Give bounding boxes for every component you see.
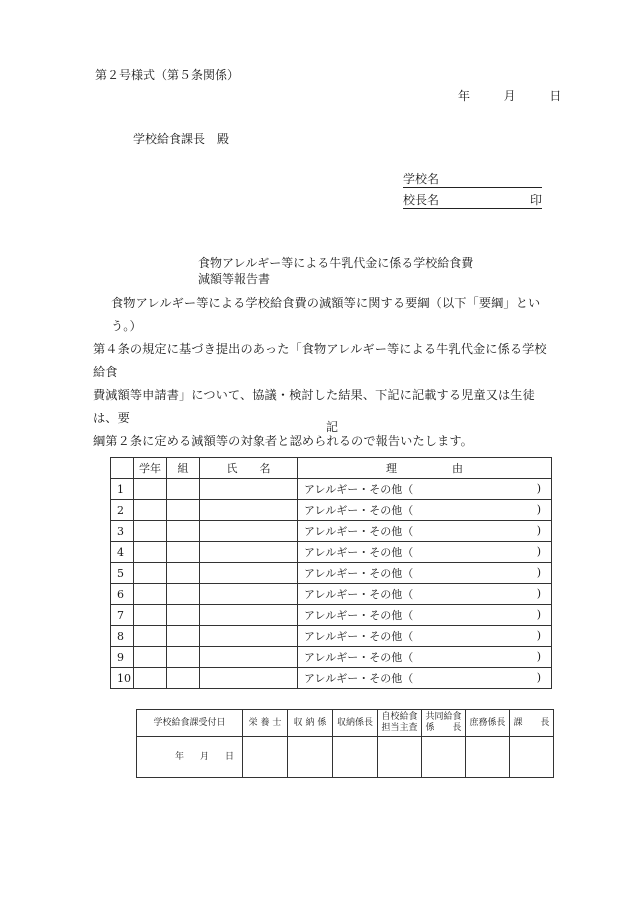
recv-year: 年 bbox=[174, 751, 184, 762]
name-cell[interactable] bbox=[200, 563, 298, 584]
form-number: 第２号様式（第５条関係） bbox=[95, 68, 240, 82]
header-no bbox=[111, 458, 134, 479]
row-number: 5 bbox=[111, 563, 134, 584]
row-number: 6 bbox=[111, 584, 134, 605]
class-cell[interactable] bbox=[167, 668, 200, 689]
row-number: 7 bbox=[111, 605, 134, 626]
section-chief-stamp[interactable] bbox=[510, 737, 554, 778]
recv-month: 月 bbox=[199, 751, 209, 762]
header-reason: 理 由 bbox=[298, 458, 552, 479]
name-cell[interactable] bbox=[200, 500, 298, 521]
date-month: 月 bbox=[503, 89, 516, 103]
reason-cell[interactable] bbox=[298, 521, 552, 542]
joint-school-label bbox=[422, 710, 466, 737]
reason-text: アレルギー・その他（ bbox=[304, 546, 414, 559]
reason-cell[interactable] bbox=[298, 668, 552, 689]
name-cell[interactable] bbox=[200, 605, 298, 626]
class-cell[interactable] bbox=[167, 605, 200, 626]
reason-text: アレルギー・その他（ bbox=[304, 567, 414, 580]
table-row bbox=[111, 647, 552, 668]
date-day: 日 bbox=[549, 89, 562, 103]
approval-header-row bbox=[137, 710, 554, 737]
principal-name-field[interactable] bbox=[403, 193, 542, 209]
title-line-1: 食物アレルギー等による牛乳代金に係る学校給食費 bbox=[198, 256, 474, 270]
general-chief-stamp[interactable] bbox=[466, 737, 510, 778]
reason-cell[interactable] bbox=[298, 605, 552, 626]
joint-school-stamp[interactable] bbox=[422, 737, 466, 778]
reason-close: ) bbox=[536, 587, 541, 600]
collection-chief-label: 収納係長 bbox=[333, 710, 378, 737]
date-line bbox=[458, 87, 561, 104]
table-row bbox=[111, 542, 552, 563]
approval-table bbox=[136, 709, 554, 778]
reason-close: ) bbox=[536, 650, 541, 663]
grade-cell[interactable] bbox=[134, 647, 167, 668]
dietitian-label: 栄 養 士 bbox=[243, 710, 288, 737]
reason-cell[interactable] bbox=[298, 647, 552, 668]
joint-line-2: 係 長 bbox=[425, 723, 462, 733]
body-line-4: 綱第２条に定める減額等の対象者と認められるので報告いたします。 bbox=[93, 434, 473, 448]
school-name-label: 学校名 bbox=[403, 172, 440, 186]
reason-cell[interactable] bbox=[298, 563, 552, 584]
body-line-3: 費減額等申請書」について、協議・検討した結果、下記に記載する児童又は生徒は、要 bbox=[93, 388, 535, 425]
grade-cell[interactable] bbox=[134, 479, 167, 500]
general-chief-label: 庶務係長 bbox=[466, 710, 510, 737]
table-row bbox=[111, 563, 552, 584]
row-number: 4 bbox=[111, 542, 134, 563]
school-name-field[interactable] bbox=[403, 172, 542, 188]
row-number: 8 bbox=[111, 626, 134, 647]
class-cell[interactable] bbox=[167, 647, 200, 668]
table-row bbox=[111, 626, 552, 647]
class-cell[interactable] bbox=[167, 500, 200, 521]
grade-cell[interactable] bbox=[134, 521, 167, 542]
row-number: 10 bbox=[111, 668, 134, 689]
table-row bbox=[111, 584, 552, 605]
name-cell[interactable] bbox=[200, 521, 298, 542]
collection-chief-stamp[interactable] bbox=[333, 737, 378, 778]
received-date-label: 学校給食課受付日 bbox=[137, 710, 243, 737]
grade-cell[interactable] bbox=[134, 605, 167, 626]
class-cell[interactable] bbox=[167, 479, 200, 500]
joint-line-1: 共同給食 bbox=[425, 712, 462, 722]
grade-cell[interactable] bbox=[134, 563, 167, 584]
recv-day: 日 bbox=[224, 751, 234, 762]
reason-text: アレルギー・その他（ bbox=[304, 525, 414, 538]
date-year: 年 bbox=[458, 89, 471, 103]
name-cell[interactable] bbox=[200, 479, 298, 500]
reason-text: アレルギー・その他（ bbox=[304, 588, 414, 601]
addressee: 学校給食課長 殿 bbox=[133, 132, 230, 146]
name-cell[interactable] bbox=[200, 626, 298, 647]
table-row bbox=[111, 500, 552, 521]
grade-cell[interactable] bbox=[134, 500, 167, 521]
class-cell[interactable] bbox=[167, 542, 200, 563]
row-number: 3 bbox=[111, 521, 134, 542]
name-cell[interactable] bbox=[200, 584, 298, 605]
dietitian-stamp[interactable] bbox=[243, 737, 288, 778]
collection-staff-stamp[interactable] bbox=[288, 737, 333, 778]
reason-cell[interactable] bbox=[298, 479, 552, 500]
self-school-stamp[interactable] bbox=[378, 737, 422, 778]
body-line-1: 食物アレルギー等による学校給食費の減額等に関する要綱（以下「要綱」という。） bbox=[111, 296, 541, 333]
reason-close: ) bbox=[536, 566, 541, 579]
grade-cell[interactable] bbox=[134, 542, 167, 563]
principal-name-label: 校長名 bbox=[403, 193, 440, 207]
class-cell[interactable] bbox=[167, 626, 200, 647]
reason-close: ) bbox=[536, 482, 541, 495]
name-cell[interactable] bbox=[200, 668, 298, 689]
reason-text: アレルギー・その他（ bbox=[304, 504, 414, 517]
self-school-label bbox=[378, 710, 422, 737]
reason-text: アレルギー・その他（ bbox=[304, 651, 414, 664]
class-cell[interactable] bbox=[167, 563, 200, 584]
seal-mark: 印 bbox=[529, 193, 542, 207]
title-line-2: 減額等報告書 bbox=[198, 272, 271, 286]
body-line-2: 第４条の規定に基づき提出のあった「食物アレルギー等による牛乳代金に係る学校給食 bbox=[93, 342, 547, 379]
reason-text: アレルギー・その他（ bbox=[304, 630, 414, 643]
header-grade: 学年 bbox=[134, 458, 167, 479]
reason-close: ) bbox=[536, 503, 541, 516]
reason-text: アレルギー・その他（ bbox=[304, 483, 414, 496]
reason-text: アレルギー・その他（ bbox=[304, 609, 414, 622]
student-table-header bbox=[111, 458, 552, 479]
reason-close: ) bbox=[536, 608, 541, 621]
collection-staff-label: 収 納 係 bbox=[288, 710, 333, 737]
ki-heading: 記 bbox=[326, 420, 339, 434]
row-number: 1 bbox=[111, 479, 134, 500]
reason-cell[interactable] bbox=[298, 542, 552, 563]
table-row bbox=[111, 668, 552, 689]
reason-text: アレルギー・その他（ bbox=[304, 672, 414, 685]
table-row bbox=[111, 605, 552, 626]
header-name: 氏 名 bbox=[200, 458, 298, 479]
reason-close: ) bbox=[536, 629, 541, 642]
reason-close: ) bbox=[536, 524, 541, 537]
table-row bbox=[111, 479, 552, 500]
row-number: 2 bbox=[111, 500, 134, 521]
class-cell[interactable] bbox=[167, 521, 200, 542]
reason-cell[interactable] bbox=[298, 626, 552, 647]
grade-cell[interactable] bbox=[134, 584, 167, 605]
name-cell[interactable] bbox=[200, 542, 298, 563]
row-number: 9 bbox=[111, 647, 134, 668]
section-chief-label: 課 長 bbox=[510, 710, 554, 737]
reason-close: ) bbox=[536, 671, 541, 684]
report-body bbox=[93, 292, 553, 453]
class-cell[interactable] bbox=[167, 584, 200, 605]
received-date-cell[interactable] bbox=[137, 737, 243, 778]
header-class: 組 bbox=[167, 458, 200, 479]
self-school-line-1: 自校給食 bbox=[381, 712, 418, 722]
grade-cell[interactable] bbox=[134, 626, 167, 647]
name-cell[interactable] bbox=[200, 647, 298, 668]
approval-stamp-row bbox=[137, 737, 554, 778]
reason-cell[interactable] bbox=[298, 584, 552, 605]
table-row bbox=[111, 521, 552, 542]
self-school-line-2: 担当主査 bbox=[381, 723, 418, 733]
student-table bbox=[110, 457, 552, 689]
grade-cell[interactable] bbox=[134, 668, 167, 689]
reason-close: ) bbox=[536, 545, 541, 558]
reason-cell[interactable] bbox=[298, 500, 552, 521]
document-title bbox=[198, 255, 473, 287]
